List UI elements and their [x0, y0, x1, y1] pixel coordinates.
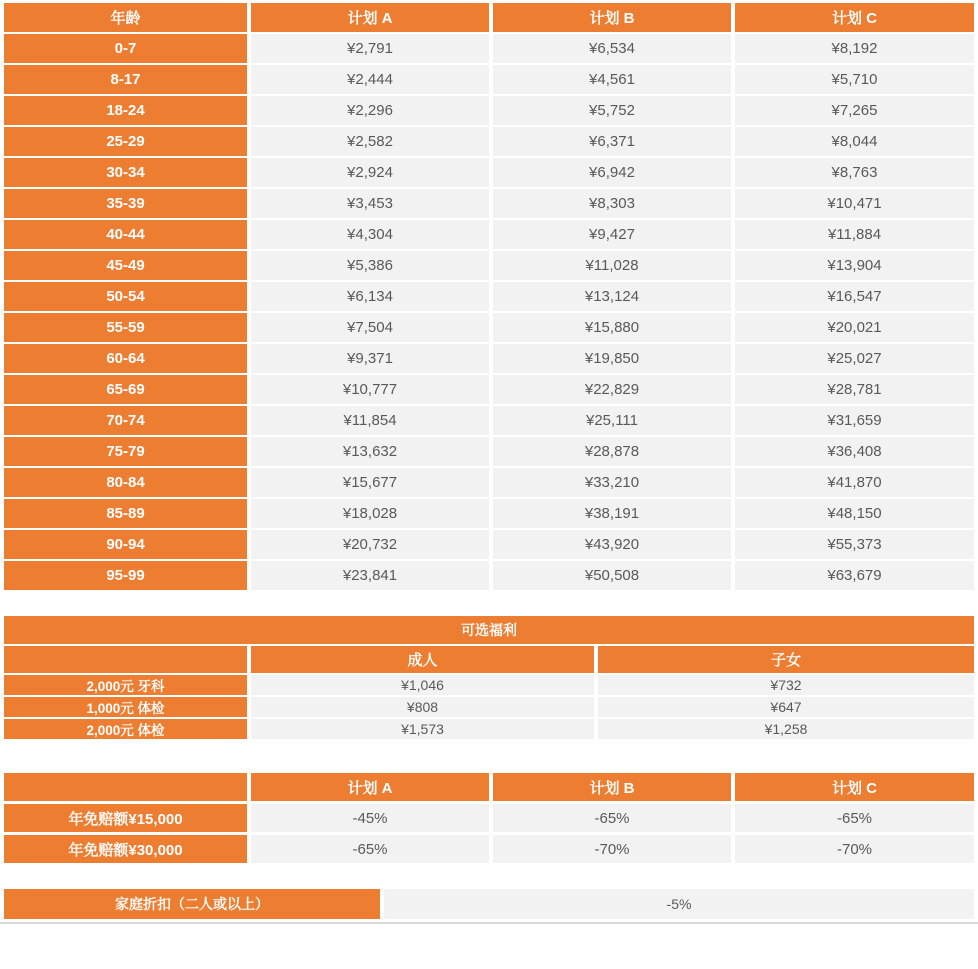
- plan-a-premium-value: ¥13,632: [251, 437, 489, 466]
- premium-table: [0, 1, 978, 592]
- deductible-plan-b-header: 计划 B: [493, 773, 731, 801]
- child-column-header: 子女: [598, 646, 974, 673]
- plan-a-premium-value: ¥2,444: [251, 65, 489, 94]
- plan-a-premium-value: ¥7,504: [251, 313, 489, 342]
- family-discount-value: -5%: [384, 889, 974, 919]
- benefit-label: 2,000元 牙科: [4, 675, 247, 695]
- plan-a-premium-value: ¥2,924: [251, 158, 489, 187]
- premium-row: [4, 344, 974, 373]
- premium-row: [4, 34, 974, 63]
- plan-b-column-header: 计划 B: [493, 3, 731, 32]
- premium-row: [4, 251, 974, 280]
- plan-b-premium-value: ¥9,427: [493, 220, 731, 249]
- optional-benefits-title-row: [4, 616, 974, 644]
- optional-benefits-table: [0, 614, 978, 741]
- deductible-row: [4, 804, 974, 832]
- family-discount-row: [4, 889, 974, 919]
- age-band-label: 55-59: [4, 313, 247, 342]
- plan-c-column-header: 计划 C: [735, 3, 974, 32]
- plan-a-premium-value: ¥2,296: [251, 96, 489, 125]
- plan-c-premium-value: ¥8,763: [735, 158, 974, 187]
- age-band-label: 95-99: [4, 561, 247, 590]
- age-band-label: 0-7: [4, 34, 247, 63]
- plan-a-premium-value: ¥3,453: [251, 189, 489, 218]
- plan-b-premium-value: ¥33,210: [493, 468, 731, 497]
- benefit-label: 1,000元 体检: [4, 697, 247, 717]
- benefit-row: [4, 675, 974, 695]
- deductible-plan-a-discount: -45%: [251, 804, 489, 832]
- plan-b-premium-value: ¥6,942: [493, 158, 731, 187]
- deductible-plan-c-header: 计划 C: [735, 773, 974, 801]
- plan-c-premium-value: ¥63,679: [735, 561, 974, 590]
- deductible-plan-b-discount: -70%: [493, 835, 731, 863]
- plan-c-premium-value: ¥16,547: [735, 282, 974, 311]
- age-band-label: 80-84: [4, 468, 247, 497]
- age-band-label: 60-64: [4, 344, 247, 373]
- pricing-page: [0, 1, 978, 969]
- premium-header-row: [4, 3, 974, 32]
- plan-a-premium-value: ¥20,732: [251, 530, 489, 559]
- plan-a-premium-value: ¥11,854: [251, 406, 489, 435]
- plan-b-premium-value: ¥11,028: [493, 251, 731, 280]
- premium-row: [4, 96, 974, 125]
- benefit-row: [4, 697, 974, 717]
- premium-row: [4, 375, 974, 404]
- age-band-label: 85-89: [4, 499, 247, 528]
- plan-c-premium-value: ¥41,870: [735, 468, 974, 497]
- premium-row: [4, 561, 974, 590]
- plan-a-premium-value: ¥23,841: [251, 561, 489, 590]
- premium-row: [4, 127, 974, 156]
- plan-c-premium-value: ¥20,021: [735, 313, 974, 342]
- benefit-child-value: ¥647: [598, 697, 974, 717]
- plan-c-premium-value: ¥8,044: [735, 127, 974, 156]
- premium-row: [4, 437, 974, 466]
- plan-b-premium-value: ¥22,829: [493, 375, 731, 404]
- premium-row: [4, 282, 974, 311]
- plan-c-premium-value: ¥5,710: [735, 65, 974, 94]
- deductible-plan-c-discount: -70%: [735, 835, 974, 863]
- premium-row: [4, 313, 974, 342]
- plan-b-premium-value: ¥6,534: [493, 34, 731, 63]
- deductible-blank-header-cell: [4, 773, 247, 801]
- plan-b-premium-value: ¥4,561: [493, 65, 731, 94]
- plan-b-premium-value: ¥28,878: [493, 437, 731, 466]
- plan-b-premium-value: ¥19,850: [493, 344, 731, 373]
- age-band-label: 75-79: [4, 437, 247, 466]
- deductible-row: [4, 835, 974, 863]
- benefit-blank-header-cell: [4, 646, 247, 673]
- benefit-label: 2,000元 体检: [4, 719, 247, 739]
- age-band-label: 35-39: [4, 189, 247, 218]
- plan-a-premium-value: ¥5,386: [251, 251, 489, 280]
- benefit-child-value: ¥1,258: [598, 719, 974, 739]
- age-band-label: 90-94: [4, 530, 247, 559]
- plan-c-premium-value: ¥48,150: [735, 499, 974, 528]
- plan-a-premium-value: ¥18,028: [251, 499, 489, 528]
- benefit-adult-value: ¥808: [251, 697, 594, 717]
- age-column-header: 年龄: [4, 3, 247, 32]
- benefit-adult-value: ¥1,573: [251, 719, 594, 739]
- premium-row: [4, 499, 974, 528]
- age-band-label: 40-44: [4, 220, 247, 249]
- premium-row: [4, 65, 974, 94]
- premium-row: [4, 530, 974, 559]
- age-band-label: 25-29: [4, 127, 247, 156]
- premium-row: [4, 158, 974, 187]
- premium-row: [4, 220, 974, 249]
- deductible-table: [0, 770, 978, 866]
- plan-c-premium-value: ¥10,471: [735, 189, 974, 218]
- plan-b-premium-value: ¥38,191: [493, 499, 731, 528]
- plan-a-column-header: 计划 A: [251, 3, 489, 32]
- age-band-label: 50-54: [4, 282, 247, 311]
- premium-row: [4, 189, 974, 218]
- deductible-plan-a-header: 计划 A: [251, 773, 489, 801]
- plan-b-premium-value: ¥13,124: [493, 282, 731, 311]
- deductible-header-row: [4, 773, 974, 801]
- age-band-label: 70-74: [4, 406, 247, 435]
- plan-b-premium-value: ¥5,752: [493, 96, 731, 125]
- age-band-label: 45-49: [4, 251, 247, 280]
- benefit-row: [4, 719, 974, 739]
- plan-c-premium-value: ¥13,904: [735, 251, 974, 280]
- age-band-label: 8-17: [4, 65, 247, 94]
- plan-b-premium-value: ¥50,508: [493, 561, 731, 590]
- plan-c-premium-value: ¥11,884: [735, 220, 974, 249]
- family-discount-table: [0, 889, 978, 919]
- plan-c-premium-value: ¥36,408: [735, 437, 974, 466]
- plan-a-premium-value: ¥9,371: [251, 344, 489, 373]
- plan-a-premium-value: ¥10,777: [251, 375, 489, 404]
- age-band-label: 18-24: [4, 96, 247, 125]
- plan-a-premium-value: ¥2,582: [251, 127, 489, 156]
- plan-a-premium-value: ¥15,677: [251, 468, 489, 497]
- premium-row: [4, 468, 974, 497]
- bottom-divider: [0, 922, 978, 924]
- adult-column-header: 成人: [251, 646, 594, 673]
- optional-benefits-header-row: [4, 646, 974, 673]
- plan-c-premium-value: ¥8,192: [735, 34, 974, 63]
- plan-b-premium-value: ¥15,880: [493, 313, 731, 342]
- benefit-adult-value: ¥1,046: [251, 675, 594, 695]
- deductible-plan-c-discount: -65%: [735, 804, 974, 832]
- deductible-plan-a-discount: -65%: [251, 835, 489, 863]
- plan-c-premium-value: ¥55,373: [735, 530, 974, 559]
- plan-a-premium-value: ¥6,134: [251, 282, 489, 311]
- plan-b-premium-value: ¥43,920: [493, 530, 731, 559]
- deductible-plan-b-discount: -65%: [493, 804, 731, 832]
- benefit-child-value: ¥732: [598, 675, 974, 695]
- plan-b-premium-value: ¥6,371: [493, 127, 731, 156]
- optional-benefits-title: 可选福利: [4, 616, 974, 644]
- plan-c-premium-value: ¥31,659: [735, 406, 974, 435]
- deductible-label: 年免赔额¥15,000: [4, 804, 247, 832]
- plan-a-premium-value: ¥4,304: [251, 220, 489, 249]
- plan-b-premium-value: ¥25,111: [493, 406, 731, 435]
- deductible-label: 年免赔额¥30,000: [4, 835, 247, 863]
- plan-c-premium-value: ¥7,265: [735, 96, 974, 125]
- premium-row: [4, 406, 974, 435]
- age-band-label: 65-69: [4, 375, 247, 404]
- plan-c-premium-value: ¥25,027: [735, 344, 974, 373]
- family-discount-label: 家庭折扣（二人或以上）: [4, 889, 380, 919]
- age-band-label: 30-34: [4, 158, 247, 187]
- plan-c-premium-value: ¥28,781: [735, 375, 974, 404]
- plan-b-premium-value: ¥8,303: [493, 189, 731, 218]
- plan-a-premium-value: ¥2,791: [251, 34, 489, 63]
